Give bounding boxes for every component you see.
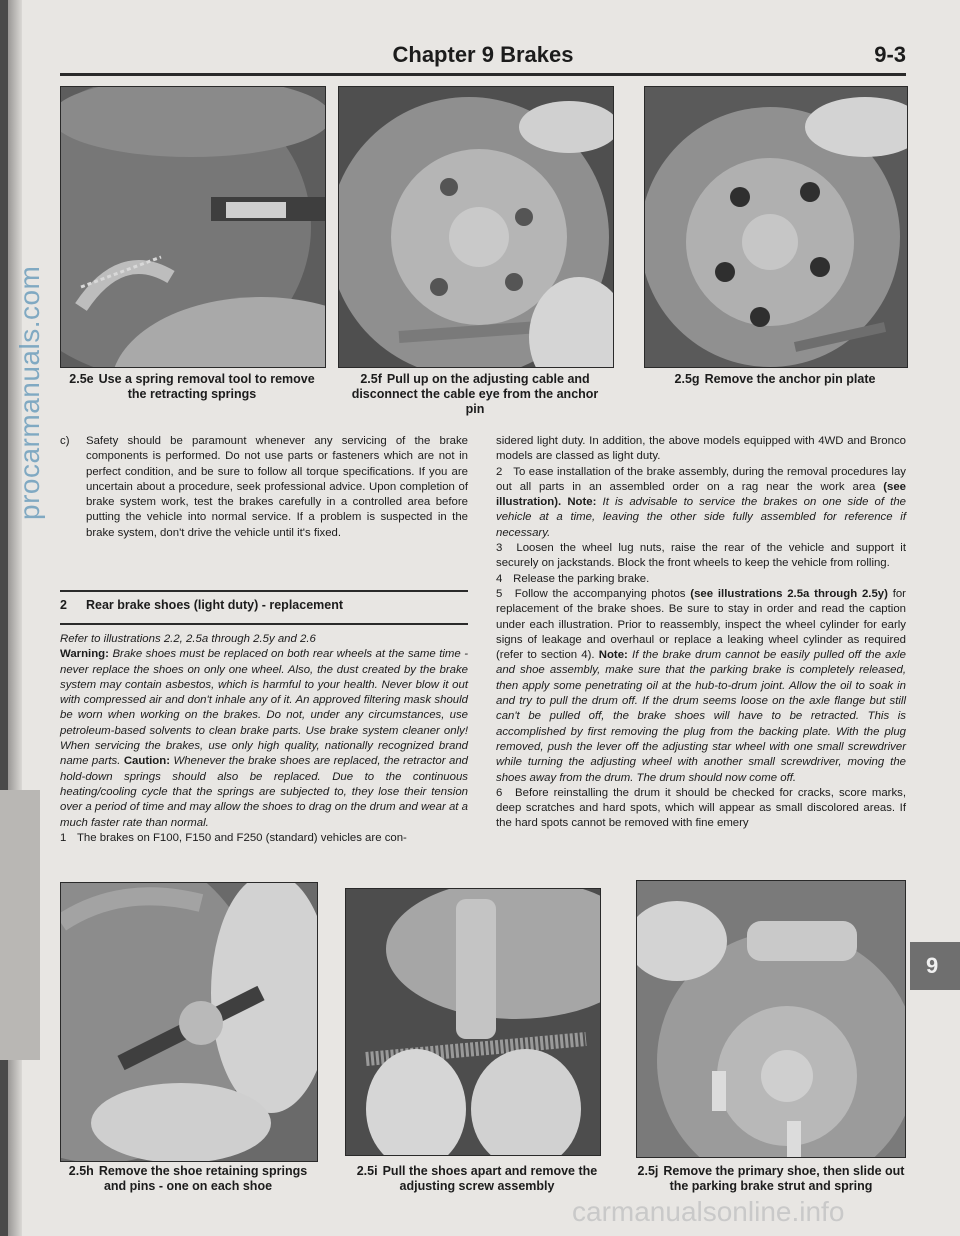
caption-2-5e — [60, 372, 324, 402]
step-2 — [496, 465, 906, 541]
header-rule — [60, 73, 906, 76]
figure-caption-text: Pull the shoes apart and remove the adjusting screw assembly — [382, 1164, 598, 1193]
figure-caption-text: Remove the primary shoe, then slide out the parking brake strut and spring — [663, 1164, 905, 1193]
figure-caption-text: Remove the anchor pin plate — [704, 372, 876, 386]
figure-id: 2.5g — [674, 372, 700, 386]
section-heading — [60, 598, 468, 612]
note-text: If the brake drum cannot be easily pulled off the axle and shoe assembly, make sure that the parking brake is completely released, then apply some penetrating oil at the hub-to-drum joint. Allow the oil to soak in and try to pull the drum off. If the drum seems loose on the axle flange but still can't be pulled off, the brake shoes will have to be retracted. This is accomplished by first removing the plug from the backing plate. With the plug removed, push the lever off the adjusting star wheel with one small screwdriver while turning the adjusting wheel with another small screwdriver, moving the shoes away from the drum. The drum should now come off. — [496, 649, 907, 784]
step-number: 6 — [496, 786, 503, 799]
refer-line — [60, 632, 468, 647]
figure-id: 2.5j — [637, 1164, 659, 1178]
section-rule-bottom — [60, 623, 468, 625]
figure-id: 2.5e — [69, 372, 94, 386]
brake-photo-image — [346, 889, 600, 1155]
warning-paragraph — [60, 647, 468, 831]
chapter-side-tab: 9 — [910, 942, 960, 990]
step-text-cont: for replacement of the brake shoes. Be sure to stay in order and read the caption under each illustration. Prior to reassembly, inspect the wheel cylinder for early signs of leakage and overhaul or replace a leaking wheel cylinder as required (refer to section 4). — [496, 587, 906, 662]
photo-2-5g — [644, 86, 908, 368]
page-header — [60, 42, 906, 74]
warning-label: Warning: — [60, 648, 109, 661]
adjacent-page-edge — [0, 790, 40, 1060]
step-text: The brakes on F100, F150 and F250 (standard) vehicles are con- — [76, 831, 407, 844]
section-title: Rear brake shoes (light duty) - replacement — [86, 598, 344, 612]
caption-2-5j — [636, 1164, 906, 1194]
bottom-watermark: carmanualsonline.info — [572, 1196, 845, 1227]
left-watermark: procarmanuals.com — [14, 265, 45, 520]
step-number: 5 — [496, 587, 503, 600]
step-6 — [496, 786, 906, 832]
step-5 — [496, 587, 906, 786]
brake-photo-image — [61, 883, 317, 1161]
note-text: It is advisable to service the brakes on one side of the vehicle at a time, leaving the other side fully assembled for reference if necessary. — [496, 496, 906, 539]
figure-caption-text: Pull up on the adjusting cable and disconnect the cable eye from the anchor pin — [351, 372, 599, 416]
illustration-ref: (see illustration). — [496, 480, 906, 509]
photo-2-5f — [338, 86, 614, 368]
brake-photo-image — [339, 87, 613, 367]
step-text: Before reinstalling the drum it should be checked for cracks, score marks, deep scratches and hard spots, which will appear as small discolored areas. If the hard spots cannot be removed with fine emery — [496, 786, 907, 830]
section-number: 2 — [60, 598, 67, 612]
caution-label: Caution: — [123, 755, 171, 768]
step-text: Follow the accompanying photos — [514, 587, 686, 600]
step-text: Loosen the wheel lug nuts, raise the rear of the vehicle and support it securely on jackstands. Block the front wheels to keep the vehicle from rolling. — [496, 542, 907, 570]
refer-text: Refer to illustrations 2.2, 2.5a through 2.5y and 2.6 — [60, 633, 316, 645]
photo-2-5j — [636, 880, 906, 1158]
figure-caption-text: Use a spring removal tool to remove the retracting springs — [98, 372, 315, 401]
step-number: 2 — [496, 465, 503, 478]
step-1 — [60, 831, 468, 846]
list-item-text: Safety should be paramount whenever any servicing of the brake components is performed. Do not use parts or fasteners which are not in perfect condition, and be sure to follow all torque specifications. If you are uncertain about a procedure, seek professional advice. Upon completion of brake system work, test the brakes carefully in a controlled area before putting the vehicle into normal service. If a problem is suspected in the brake system, don't drive the vehicle until it's fixed. — [86, 435, 468, 539]
list-marker: c) — [60, 435, 70, 447]
figure-id: 2.5h — [68, 1164, 94, 1178]
note-label: Note: — [567, 496, 597, 509]
step-number: 1 — [60, 831, 67, 844]
caption-2-5h — [60, 1164, 316, 1194]
caption-2-5f — [350, 372, 600, 417]
section-rule-top — [60, 590, 468, 592]
caption-2-5g — [644, 372, 906, 387]
photo-2-5i — [345, 888, 601, 1156]
illustration-ref: (see illustrations 2.5a through 2.5y) — [690, 587, 888, 600]
figure-id: 2.5f — [360, 372, 382, 386]
caption-2-5i — [345, 1164, 609, 1194]
brake-photo-image — [61, 87, 325, 367]
step-number: 3 — [496, 542, 503, 555]
photo-2-5e — [60, 86, 326, 368]
note-label: Note: — [598, 649, 628, 662]
page-number: 9-3 — [874, 42, 906, 67]
figure-caption-text: Remove the shoe retaining springs and pins - one on each shoe — [98, 1164, 308, 1193]
left-column-body — [60, 632, 468, 846]
continuation: sidered light duty. In addition, the above models equipped with 4WD and Bronco models are classed as light duty. — [496, 435, 906, 463]
chapter-title: Chapter 9 Brakes — [392, 42, 574, 67]
step-4 — [496, 572, 906, 587]
warning-text: Brake shoes must be replaced on both rear wheels at the same time - never replace the shoes on only one wheel. Also, the dust created by the brake system may contain asbestos, which is harmful to your health. Never blow it out with compressed air and don't inhale any of it. An approved filtering mask should be worn when working on the brakes. Do not, under any circumstances, use petroleum-based solvents to clean brake parts. Use brake system cleaner only! When servicing the brakes, use only high quality, nationally recognized brand name parts. — [60, 648, 468, 768]
caution-text: Whenever the brake shoes are replaced, the retractor and hold-down springs should also be replaced. Due to the continuous heating/cooling cycle that the springs are subjected to, they lose their tension over a period of time and may allow the shoes to drag on the drum and wear at a much faster rate than normal. — [60, 755, 468, 829]
right-column-body — [496, 434, 906, 832]
left-column-item-c — [60, 434, 468, 541]
figure-id: 2.5i — [356, 1164, 378, 1178]
photo-2-5h — [60, 882, 318, 1162]
brake-photo-image — [637, 881, 905, 1157]
step-text: Release the parking brake. — [513, 572, 650, 585]
list-item-c — [60, 434, 468, 541]
brake-photo-image — [645, 87, 907, 367]
step-number: 4 — [496, 572, 503, 585]
step-3 — [496, 541, 906, 572]
step-text: To ease installation of the brake assembly, during the removal procedures lay out all parts in an assembled order on a rag near the work area — [496, 465, 906, 493]
